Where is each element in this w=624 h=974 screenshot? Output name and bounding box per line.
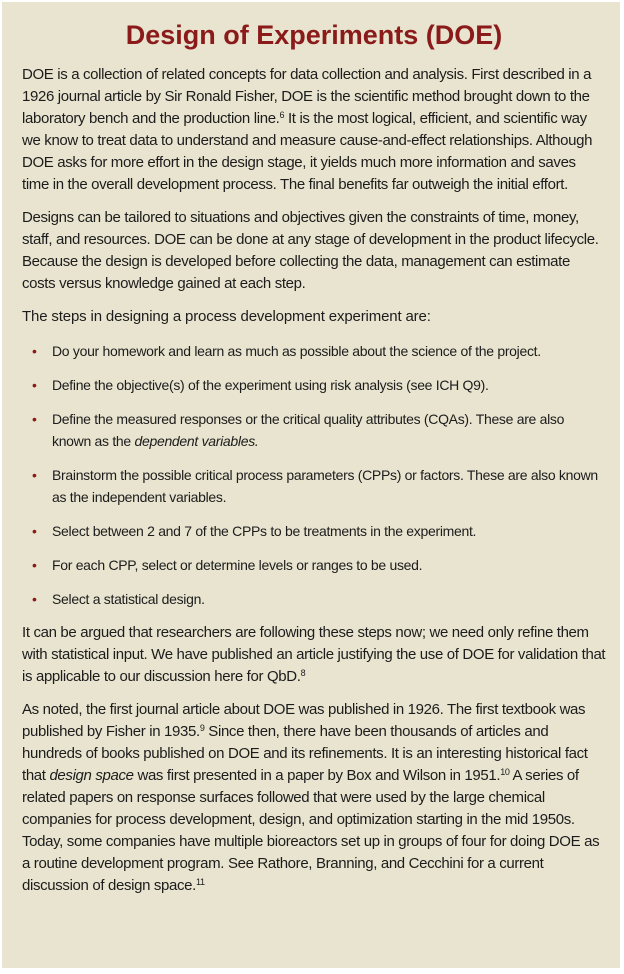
step-text: Define the measured responses or the critical quality attributes (CQAs). These are also known as the xyxy=(52,411,565,449)
footnote-ref: 9 xyxy=(199,723,205,733)
step-text: Define the objective(s) of the experiment using risk analysis (see ICH Q9). xyxy=(52,377,489,393)
step-text: Do your homework and learn as much as possible about the science of the project. xyxy=(52,343,541,359)
step-text: Brainstorm the possible critical process parameters (CPPs) or factors. These are also known as the independent variables. xyxy=(52,467,598,505)
footnote-ref: 11 xyxy=(196,877,205,887)
sidebar-panel xyxy=(2,2,620,968)
paragraph-text: It can be argued that researchers are following these steps now; we need only refine them with statistical input. We have published an article justifying the use of DOE for validation that is applicable to our discussion here for QbD. xyxy=(22,624,606,685)
bullet-icon: • xyxy=(32,557,37,573)
paragraph-argued xyxy=(22,622,606,688)
list-item xyxy=(22,374,606,396)
list-item xyxy=(22,588,606,610)
list-item xyxy=(22,340,606,362)
paragraph-text: A series of related papers on response surfaces followed that were used by the large chemical companies for process development, design, and optimization starting in the mid 1950s. Today, some companies have multiple bioreactors set up in groups of four for doing DOE as a routine development program. See Rathore, Branning, and Cecchini for a current discussion of design space. xyxy=(22,767,600,894)
footnote-ref: 10 xyxy=(500,767,510,777)
footnote-ref: 8 xyxy=(300,668,306,678)
paragraph-text: As noted, the first journal article about DOE was published in 1926. The first textbook was published by Fisher in 1935. xyxy=(22,701,586,740)
footnote-ref: 6 xyxy=(279,110,285,120)
list-item xyxy=(22,408,606,452)
panel-title: Design of Experiments (DOE) xyxy=(125,20,503,50)
steps-intro: The steps in designing a process development experiment are: xyxy=(22,308,431,325)
step-text: Select between 2 and 7 of the CPPs to be treatments in the experiment. xyxy=(52,523,477,539)
paragraph-text: was first presented in a paper by Box and Wilson in 1951. xyxy=(133,767,501,784)
bullet-icon: • xyxy=(32,523,37,539)
step-text: For each CPP, select or determine levels or ranges to be used. xyxy=(52,557,423,573)
bullet-icon: • xyxy=(32,591,37,607)
paragraph-designs: Designs can be tailored to situations and objectives given the constraints of time, money, staff, and resources. DOE can be done at any stage of development in the product lifecycle. Because the design is developed before collecting the data, management can estimate costs versus knowledge gained at each step. xyxy=(22,209,599,292)
paragraph-text-italic: design space xyxy=(49,767,134,784)
list-item xyxy=(22,554,606,576)
step-text-italic: dependent variables. xyxy=(134,433,259,449)
paragraph-text: Since then, there have been thousands of articles and hundreds of books published on DOE and its refinements. It is an interesting historical fact that xyxy=(22,723,588,784)
bullet-icon: • xyxy=(32,467,37,483)
paragraph-intro xyxy=(22,64,606,196)
paragraph-history xyxy=(22,699,606,897)
list-item xyxy=(22,464,606,508)
bullet-icon: • xyxy=(32,377,37,393)
bullet-icon: • xyxy=(32,411,37,427)
bullet-icon: • xyxy=(32,343,37,359)
list-item xyxy=(22,520,606,542)
paragraph-text: It is the most logical, efficient, and scientific way we know to treat data to understand and measure cause-and-effect relationships. Although DOE asks for more effort in the design stage, it yields much more information and saves time in the overall development process. The final benefits far outweigh the initial effort. xyxy=(22,110,593,193)
steps-list xyxy=(22,340,606,610)
paragraph-text: DOE is a collection of related concepts for data collection and analysis. First described in a 1926 journal article by Sir Ronald Fisher, DOE is the scientific method brought down to the laboratory bench and the production line. xyxy=(22,66,592,127)
step-text: Select a statistical design. xyxy=(52,591,205,607)
